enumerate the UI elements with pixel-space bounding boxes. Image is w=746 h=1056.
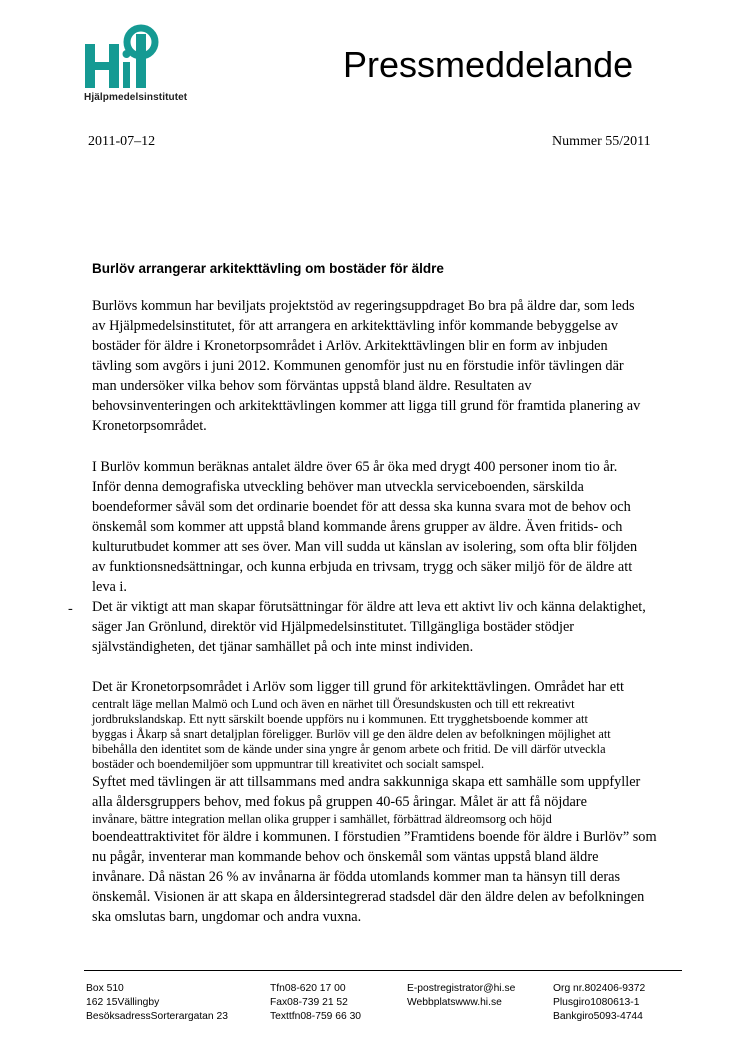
footer-phone bbox=[270, 982, 361, 1024]
paragraph-3 bbox=[92, 677, 692, 772]
text-line: bibehålla den identitet som de kände under sina yngre år genom arbete och fritid. De vill därför utveckla bbox=[92, 742, 606, 756]
text-line: självständigheten, det tjänar samhället på och inte minst individen. bbox=[92, 639, 474, 655]
text-line: tävling som avgörs i juni 2012. Kommunen genomför just nu en förstudie inför tävlingen där bbox=[92, 358, 624, 374]
footer-divider bbox=[84, 970, 682, 971]
text-line: Syftet med tävlingen är att tillsammans med andra sakkunniga skapa ett samhälle som uppfyller bbox=[92, 774, 641, 790]
text-line: boendeformer såväl som det ordinarie boendet för att dessa ska kunna svara mot de behov och bbox=[92, 499, 631, 515]
footer-line: Tfn08-620 17 00 bbox=[270, 983, 346, 994]
text-line: byggas i Åkarp så snart detaljplan föreligger. Burlöv vill ge den äldre delen av befolkningen möjlighet att bbox=[92, 727, 611, 741]
release-number: Nummer 55/2011 bbox=[552, 134, 651, 149]
footer-line: Bankgiro5093-4744 bbox=[553, 1011, 643, 1022]
document-type-title: Pressmeddelande bbox=[343, 44, 634, 85]
text-line: önskemål. Visionen är att skapa en åldersintegrerad stadsdel där den äldre delen av befolkningen bbox=[92, 889, 645, 905]
quote-dash: - bbox=[68, 601, 73, 617]
text-line: man undersöker vilka behov som förväntas uppstå bland äldre. Resultaten av bbox=[92, 378, 532, 394]
text-line: leva i. bbox=[92, 579, 127, 595]
footer-line: 162 15Vällingby bbox=[86, 997, 160, 1008]
text-line: boendeattraktivitet för äldre i kommunen. I förstudien ”Framtidens boende för äldre i Burlöv” som bbox=[92, 829, 657, 845]
footer-line: Box 510 bbox=[86, 983, 124, 994]
text-line: invånare, bättre integration mellan olika grupper i samhället, förbättrad äldreomsorg och höjd bbox=[92, 812, 552, 826]
text-line: Det är viktigt att man skapar förutsättningar för äldre att leva ett aktivt liv och känna delaktighet, bbox=[92, 599, 646, 615]
text-line: behovsinventeringen och arkitekttävlingen kommer att ligga till grund för framtida planering av bbox=[92, 398, 641, 414]
footer-website[interactable]: Webbplatswww.hi.se bbox=[407, 997, 502, 1008]
text-line: centralt läge mellan Malmö och Lund och även en närhet till Öresundskusten och till ett rekreativt bbox=[92, 697, 575, 711]
quote-paragraph bbox=[92, 597, 692, 657]
text-line: säger Jan Grönlund, direktör vid Hjälpmedelsinstitutet. Tillgängliga bostäder stödjer bbox=[92, 619, 575, 635]
text-line: Inför denna demografiska utveckling behöver man utveckla serviceboenden, särskilda bbox=[92, 479, 584, 495]
footer-contact bbox=[407, 982, 515, 1010]
footer-line: Org nr.802406-9372 bbox=[553, 983, 646, 994]
text-line: Det är Kronetorpsområdet i Arlöv som ligger till grund för arkitekttävlingen. Området har ett bbox=[92, 679, 625, 695]
text-line: bostäder för äldre i Kronetorpsområdet i Arlöv. Arkitekttävlingen blir en form av inbjuden bbox=[92, 338, 608, 354]
footer-line: Texttfn08-759 66 30 bbox=[270, 1011, 362, 1022]
text-line: jordbrukslandskap. Ett nytt särskilt boende uppförs nu i kommunen. Ett trygghetsboende kommer att bbox=[92, 712, 588, 726]
text-line: I Burlöv kommun beräknas antalet äldre över 65 år öka med drygt 400 personer inom tio år. bbox=[92, 459, 618, 475]
footer-banking bbox=[553, 982, 645, 1024]
text-line: nu pågår, inventerar man kommande behov och önskemål som väntas uppstå bland äldre bbox=[92, 849, 599, 865]
paragraph-1 bbox=[92, 296, 692, 436]
footer-line: BesöksadressSorterargatan 23 bbox=[86, 1011, 228, 1022]
release-date: 2011-07–12 bbox=[88, 134, 156, 149]
paragraph-2 bbox=[92, 457, 692, 597]
footer-line: Plusgiro1080613-1 bbox=[553, 997, 640, 1008]
text-line: bostäder och boendemiljöer som uppmuntrar till kreativitet och socialt samspel. bbox=[92, 757, 485, 771]
article-headline: Burlöv arrangerar arkitekttävling om bostäder för äldre bbox=[92, 261, 444, 276]
logo-wordmark: Hjälpmedelsinstitutet bbox=[84, 92, 188, 103]
text-line: av Hjälpmedelsinstitutet, för att arrangera en arkitekttävling inför kommande bebyggelse av bbox=[92, 318, 619, 334]
paragraph-4 bbox=[92, 772, 692, 927]
footer-line: Fax08-739 21 52 bbox=[270, 997, 348, 1008]
text-line: av funktionsnedsättningar, och kunna erbjuda en trivsam, trygg och säker miljö för de äldre att bbox=[92, 559, 633, 575]
text-line: invånare. Då nästan 26 % av invånarna är födda utomlands kommer man ta hänsyn till deras bbox=[92, 869, 621, 885]
text-line: Burlövs kommun har beviljats projektstöd av regeringsuppdraget Bo bra på äldre dar, som leds bbox=[92, 298, 635, 314]
text-line: Kronetorpsområdet. bbox=[92, 418, 207, 434]
text-line: alla åldersgruppers behov, med fokus på gruppen 40-65 åringar. Målet är att få nöjdare bbox=[92, 794, 587, 810]
footer-address bbox=[86, 982, 228, 1024]
text-line: önskemål som kommer att uppstå bland kommande årens grupper av äldre. Även fritids- och bbox=[92, 519, 623, 535]
footer-email[interactable]: E-postregistrator@hi.se bbox=[407, 983, 516, 994]
text-line: kulturutbudet kommer att ses över. Man vill sudda ut känslan av isolering, som ofta blir följden bbox=[92, 539, 638, 555]
text-line: ska omslutas barn, ungdomar och andra vuxna. bbox=[92, 909, 362, 925]
